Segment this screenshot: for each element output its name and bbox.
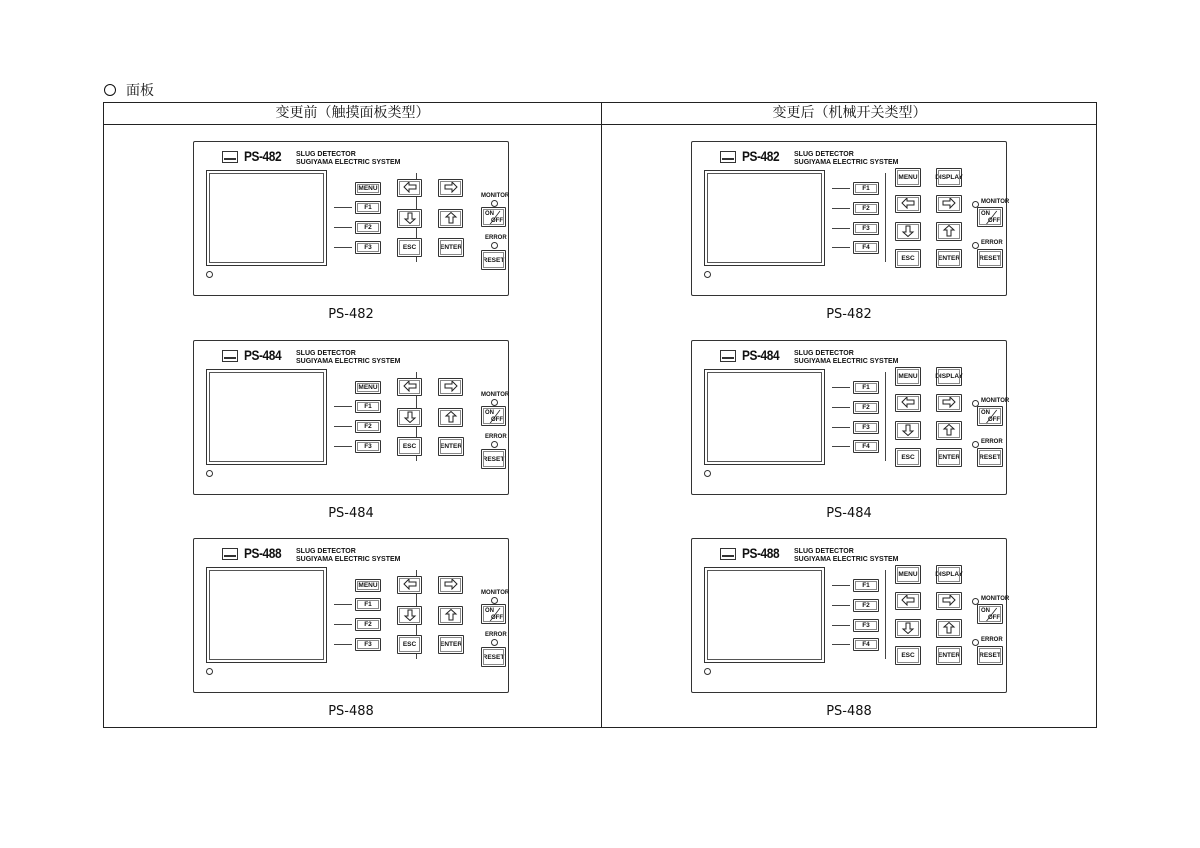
- reset-button[interactable]: RESET: [977, 448, 1003, 467]
- f1-button[interactable]: F1: [355, 201, 381, 214]
- menu-button[interactable]: MENU: [355, 381, 381, 394]
- error-label: ERROR: [485, 235, 507, 241]
- fkey-line: [832, 625, 850, 626]
- panel-divider: [885, 372, 886, 461]
- arrow-up-button[interactable]: [936, 421, 962, 440]
- arrow-right-icon: [444, 578, 458, 592]
- section-heading: [104, 80, 154, 100]
- arrow-left-icon: [901, 197, 915, 211]
- panel-after-0: [691, 141, 1010, 296]
- arrow-down-button[interactable]: [895, 222, 921, 241]
- esc-button[interactable]: ESC: [397, 238, 422, 257]
- arrow-right-icon: [444, 380, 458, 394]
- arrow-down-button[interactable]: [895, 421, 921, 440]
- fkey-line: [334, 227, 352, 228]
- arrow-down-icon: [901, 225, 915, 239]
- on-label: ON: [485, 410, 494, 416]
- error-label: ERROR: [981, 439, 1003, 445]
- column-divider: [601, 103, 602, 727]
- panel-caption: PS-488: [826, 704, 872, 719]
- error-led: [972, 242, 979, 249]
- on-off-button[interactable]: [977, 406, 1003, 426]
- arrow-down-icon: [901, 424, 915, 438]
- menu-button[interactable]: MENU: [895, 367, 921, 386]
- arrow-down-icon: [403, 609, 417, 623]
- f4-button[interactable]: F4: [853, 241, 879, 254]
- monitor-label: MONITOR: [481, 193, 510, 199]
- power-led: [704, 271, 711, 278]
- brand-line1: SLUG DETECTOR: [296, 350, 356, 357]
- brand-text: [296, 151, 401, 167]
- arrow-left-button[interactable]: [895, 394, 921, 412]
- display-button[interactable]: DISPLAY: [936, 367, 962, 386]
- arrow-right-button[interactable]: [936, 394, 962, 412]
- menu-button[interactable]: MENU: [895, 168, 921, 187]
- arrow-left-icon: [901, 594, 915, 608]
- fkey-line: [832, 228, 850, 229]
- fkey-line: [334, 604, 352, 605]
- power-led: [704, 470, 711, 477]
- arrow-left-button[interactable]: [895, 195, 921, 213]
- display-screen: [206, 170, 327, 266]
- model-label: PS-484: [244, 347, 282, 363]
- arrow-down-button[interactable]: [397, 408, 422, 427]
- fkey-line: [832, 644, 850, 645]
- f3-button[interactable]: F3: [853, 421, 879, 434]
- f2-button[interactable]: F2: [853, 599, 879, 612]
- brand-text: [794, 548, 899, 564]
- arrow-right-icon: [942, 197, 956, 211]
- brand-text: [794, 350, 899, 366]
- f2-button[interactable]: F2: [853, 401, 879, 414]
- fkey-line: [832, 585, 850, 586]
- arrow-right-button[interactable]: [936, 195, 962, 213]
- menu-button[interactable]: MENU: [355, 182, 381, 195]
- on-off-button[interactable]: [481, 406, 506, 426]
- fkey-line: [334, 426, 352, 427]
- arrow-up-button[interactable]: [438, 606, 463, 625]
- fkey-line: [334, 446, 352, 447]
- f1-button[interactable]: F1: [853, 579, 879, 592]
- brand-line1: SLUG DETECTOR: [296, 548, 356, 555]
- arrow-right-icon: [942, 594, 956, 608]
- arrow-left-icon: [403, 181, 417, 195]
- esc-button[interactable]: ESC: [895, 448, 921, 467]
- menu-button[interactable]: MENU: [355, 579, 381, 592]
- company-logo: [222, 548, 238, 560]
- display-button[interactable]: DISPLAY: [936, 168, 962, 187]
- arrow-up-icon: [942, 225, 956, 239]
- fkey-line: [334, 406, 352, 407]
- fkey-line: [832, 247, 850, 248]
- monitor-led: [491, 399, 498, 406]
- arrow-down-button[interactable]: [895, 619, 921, 638]
- arrow-up-button[interactable]: [936, 222, 962, 241]
- company-logo: [222, 350, 238, 362]
- off-label: OFF: [988, 218, 1000, 224]
- brand-line1: SLUG DETECTOR: [794, 151, 854, 158]
- enter-button[interactable]: ENTER: [936, 448, 962, 467]
- display-screen: [704, 369, 825, 465]
- model-label: PS-488: [244, 545, 282, 561]
- fkey-line: [832, 605, 850, 606]
- brand-text: [296, 548, 401, 564]
- panel-caption: PS-482: [826, 307, 872, 322]
- error-label: ERROR: [981, 637, 1003, 643]
- brand-line1: SLUG DETECTOR: [794, 350, 854, 357]
- display-screen: [206, 369, 327, 465]
- brand-line2: SUGIYAMA ELECTRIC SYSTEM: [794, 358, 899, 365]
- header-after: 变更后（机械开关类型）: [772, 105, 927, 121]
- power-led: [704, 668, 711, 675]
- arrow-down-icon: [901, 622, 915, 636]
- esc-button[interactable]: ESC: [895, 646, 921, 665]
- error-led: [491, 639, 498, 646]
- arrow-up-icon: [942, 622, 956, 636]
- brand-text: [794, 151, 899, 167]
- fkey-line: [832, 446, 850, 447]
- arrow-up-button[interactable]: [936, 619, 962, 638]
- error-label: ERROR: [981, 240, 1003, 246]
- header-divider: [104, 124, 1096, 125]
- on-off-button[interactable]: [977, 207, 1003, 227]
- company-logo: [720, 151, 736, 163]
- panel-caption: PS-488: [328, 704, 374, 719]
- brand-line2: SUGIYAMA ELECTRIC SYSTEM: [794, 556, 899, 563]
- menu-button[interactable]: MENU: [895, 565, 921, 584]
- panel-caption: PS-484: [328, 506, 374, 521]
- panel-before-1: [193, 340, 509, 495]
- panel-before-0: [193, 141, 509, 296]
- comparison-table: [103, 102, 1097, 728]
- enter-button[interactable]: ENTER: [936, 646, 962, 665]
- panel-before-2: [193, 538, 509, 693]
- on-off-button[interactable]: [481, 604, 506, 624]
- model-label: PS-488: [742, 545, 780, 561]
- brand-line2: SUGIYAMA ELECTRIC SYSTEM: [296, 556, 401, 563]
- monitor-label: MONITOR: [481, 590, 510, 596]
- enter-button[interactable]: ENTER: [438, 437, 464, 456]
- f3-button[interactable]: F3: [355, 638, 381, 651]
- esc-button[interactable]: ESC: [397, 437, 422, 456]
- arrow-down-icon: [403, 212, 417, 226]
- f2-button[interactable]: F2: [355, 420, 381, 433]
- company-logo: [720, 350, 736, 362]
- esc-button[interactable]: ESC: [895, 249, 921, 268]
- arrow-left-button[interactable]: [397, 576, 422, 594]
- on-label: ON: [485, 608, 494, 614]
- f2-button[interactable]: F2: [355, 221, 381, 234]
- arrow-right-button[interactable]: [438, 179, 463, 197]
- power-led: [206, 271, 213, 278]
- on-off-button[interactable]: [481, 207, 506, 227]
- panel-divider: [885, 173, 886, 262]
- model-label: PS-482: [742, 148, 780, 164]
- reset-button[interactable]: RESET: [977, 249, 1003, 268]
- company-logo: [720, 548, 736, 560]
- reset-button[interactable]: RESET: [481, 250, 506, 270]
- on-label: ON: [981, 608, 990, 614]
- arrow-down-icon: [403, 411, 417, 425]
- f3-button[interactable]: F3: [853, 222, 879, 235]
- f3-button[interactable]: F3: [853, 619, 879, 632]
- panel-caption: PS-484: [826, 506, 872, 521]
- reset-button[interactable]: RESET: [977, 646, 1003, 665]
- on-label: ON: [981, 211, 990, 217]
- error-led: [972, 639, 979, 646]
- f1-button[interactable]: F1: [853, 182, 879, 195]
- display-screen: [704, 170, 825, 266]
- display-screen: [206, 567, 327, 663]
- f3-button[interactable]: F3: [355, 440, 381, 453]
- fkey-line: [334, 624, 352, 625]
- arrow-right-button[interactable]: [438, 576, 463, 594]
- fkey-line: [832, 387, 850, 388]
- brand-line1: SLUG DETECTOR: [794, 548, 854, 555]
- arrow-right-button[interactable]: [438, 378, 463, 396]
- arrow-up-icon: [942, 424, 956, 438]
- f4-button[interactable]: F4: [853, 440, 879, 453]
- fkey-line: [334, 644, 352, 645]
- arrow-up-icon: [444, 212, 458, 226]
- fkey-line: [832, 208, 850, 209]
- arrow-left-icon: [901, 396, 915, 410]
- f1-button[interactable]: F1: [355, 598, 381, 611]
- f2-button[interactable]: F2: [853, 202, 879, 215]
- reset-button[interactable]: RESET: [481, 449, 506, 469]
- brand-text: [296, 350, 401, 366]
- section-title: 面板: [126, 83, 154, 99]
- f3-button[interactable]: F3: [355, 241, 381, 254]
- model-label: PS-484: [742, 347, 780, 363]
- esc-button[interactable]: ESC: [397, 635, 422, 654]
- f4-button[interactable]: F4: [853, 638, 879, 651]
- arrow-down-button[interactable]: [397, 209, 422, 228]
- arrow-right-button[interactable]: [936, 592, 962, 610]
- arrow-up-icon: [444, 609, 458, 623]
- monitor-label: MONITOR: [981, 398, 1010, 404]
- monitor-label: MONITOR: [981, 596, 1010, 602]
- f2-button[interactable]: F2: [355, 618, 381, 631]
- on-label: ON: [981, 410, 990, 416]
- f1-button[interactable]: F1: [853, 381, 879, 394]
- display-screen: [704, 567, 825, 663]
- off-label: OFF: [491, 417, 503, 423]
- arrow-up-button[interactable]: [438, 209, 463, 228]
- fkey-line: [832, 427, 850, 428]
- arrow-up-button[interactable]: [438, 408, 463, 427]
- panel-caption: PS-482: [328, 307, 374, 322]
- panel-after-2: [691, 538, 1010, 693]
- on-off-button[interactable]: [977, 604, 1003, 624]
- monitor-led: [491, 200, 498, 207]
- enter-button[interactable]: ENTER: [438, 635, 464, 654]
- circle-bullet-icon: [104, 84, 116, 96]
- monitor-label: MONITOR: [981, 199, 1010, 205]
- fkey-line: [832, 407, 850, 408]
- arrow-right-icon: [942, 396, 956, 410]
- fkey-line: [334, 207, 352, 208]
- arrow-up-icon: [444, 411, 458, 425]
- arrow-left-button[interactable]: [397, 179, 422, 197]
- arrow-left-button[interactable]: [895, 592, 921, 610]
- display-button[interactable]: DISPLAY: [936, 565, 962, 584]
- model-label: PS-482: [244, 148, 282, 164]
- power-led: [206, 470, 213, 477]
- error-led: [491, 242, 498, 249]
- error-label: ERROR: [485, 632, 507, 638]
- monitor-led: [491, 597, 498, 604]
- panel-after-1: [691, 340, 1010, 495]
- off-label: OFF: [988, 417, 1000, 423]
- arrow-down-button[interactable]: [397, 606, 422, 625]
- arrow-left-icon: [403, 380, 417, 394]
- off-label: OFF: [988, 615, 1000, 621]
- error-label: ERROR: [485, 434, 507, 440]
- off-label: OFF: [491, 218, 503, 224]
- off-label: OFF: [491, 615, 503, 621]
- f1-button[interactable]: F1: [355, 400, 381, 413]
- enter-button[interactable]: ENTER: [936, 249, 962, 268]
- arrow-right-icon: [444, 181, 458, 195]
- error-led: [491, 441, 498, 448]
- fkey-line: [334, 247, 352, 248]
- brand-line2: SUGIYAMA ELECTRIC SYSTEM: [794, 159, 899, 166]
- monitor-label: MONITOR: [481, 392, 510, 398]
- brand-line1: SLUG DETECTOR: [296, 151, 356, 158]
- company-logo: [222, 151, 238, 163]
- enter-button[interactable]: ENTER: [438, 238, 464, 257]
- arrow-left-button[interactable]: [397, 378, 422, 396]
- on-label: ON: [485, 211, 494, 217]
- brand-line2: SUGIYAMA ELECTRIC SYSTEM: [296, 358, 401, 365]
- error-led: [972, 441, 979, 448]
- header-before: 变更前（触摸面板类型）: [275, 105, 430, 121]
- panel-divider: [885, 570, 886, 659]
- reset-button[interactable]: RESET: [481, 647, 506, 667]
- power-led: [206, 668, 213, 675]
- arrow-left-icon: [403, 578, 417, 592]
- brand-line2: SUGIYAMA ELECTRIC SYSTEM: [296, 159, 401, 166]
- fkey-line: [832, 188, 850, 189]
